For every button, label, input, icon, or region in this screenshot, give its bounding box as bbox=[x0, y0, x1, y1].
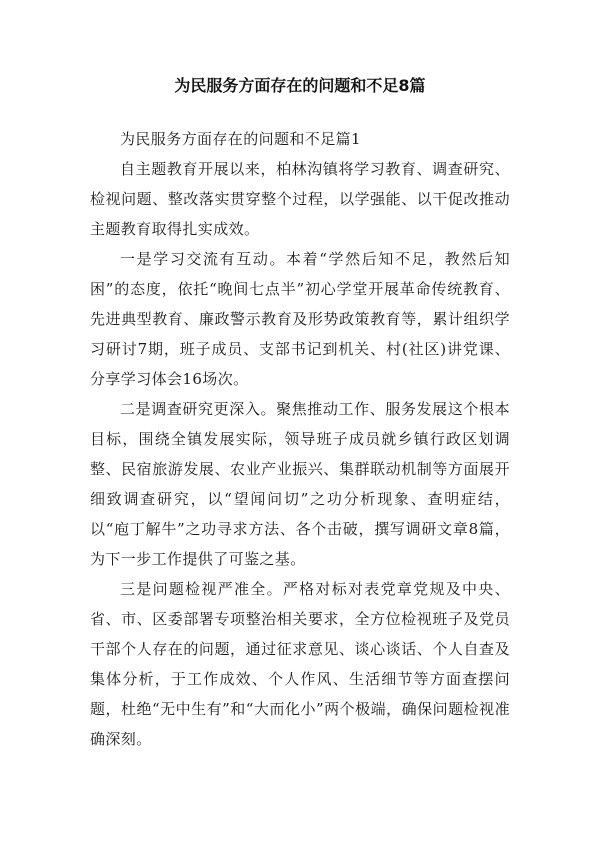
paragraph-problem-review: 三是问题检视严准全。严格对标对表党章党规及中央、省、市、区委部署专项整治相关要求，全方位检视班子及党员干部个人存在的问题，通过征求意见、谈心谈话、个人自查及集体分析，于工作成效、个人作风、生活细节等方面查摆问题，杜绝“无中生有”和“大而化小”两个极端，确保问题检视准确深刻。 bbox=[90, 580, 510, 748]
paragraph-study-exchange: 一是学习交流有互动。本着“学然后知不足，教然后知困”的态度，依托“晚间七点半”初心学堂开展革命传统教育、先进典型教育、廉政警示教育及形势政策教育等，累计组织学习研讨7期，班子成员、支部书记到机关、村(社区)讲党课、分享学习体会16场次。 bbox=[90, 250, 510, 388]
paragraph-research: 二是调查研究更深入。聚焦推动工作、服务发展这个根本目标，围绕全镇发展实际，领导班子成员就乡镇行政区划调整、民宿旅游发展、农业产业振兴、集群联动机制等方面展开细致调查研究，以“望闻问切”之功分析现象、查明症结，以“庖丁解牛”之功寻求方法、各个击破，撰写调研文章8篇，为下一步工作提供了可鉴之基。 bbox=[90, 400, 510, 568]
document-body bbox=[90, 124, 510, 754]
paragraph-intro: 自主题教育开展以来，柏林沟镇将学习教育、调查研究、检视问题、整改落实贯穿整个过程，以学强能、以干促改推动主题教育取得扎实成效。 bbox=[90, 160, 510, 238]
section-heading: 为民服务方面存在的问题和不足篇1 bbox=[120, 130, 361, 148]
document-title: 为民服务方面存在的问题和不足8篇 bbox=[174, 76, 426, 95]
